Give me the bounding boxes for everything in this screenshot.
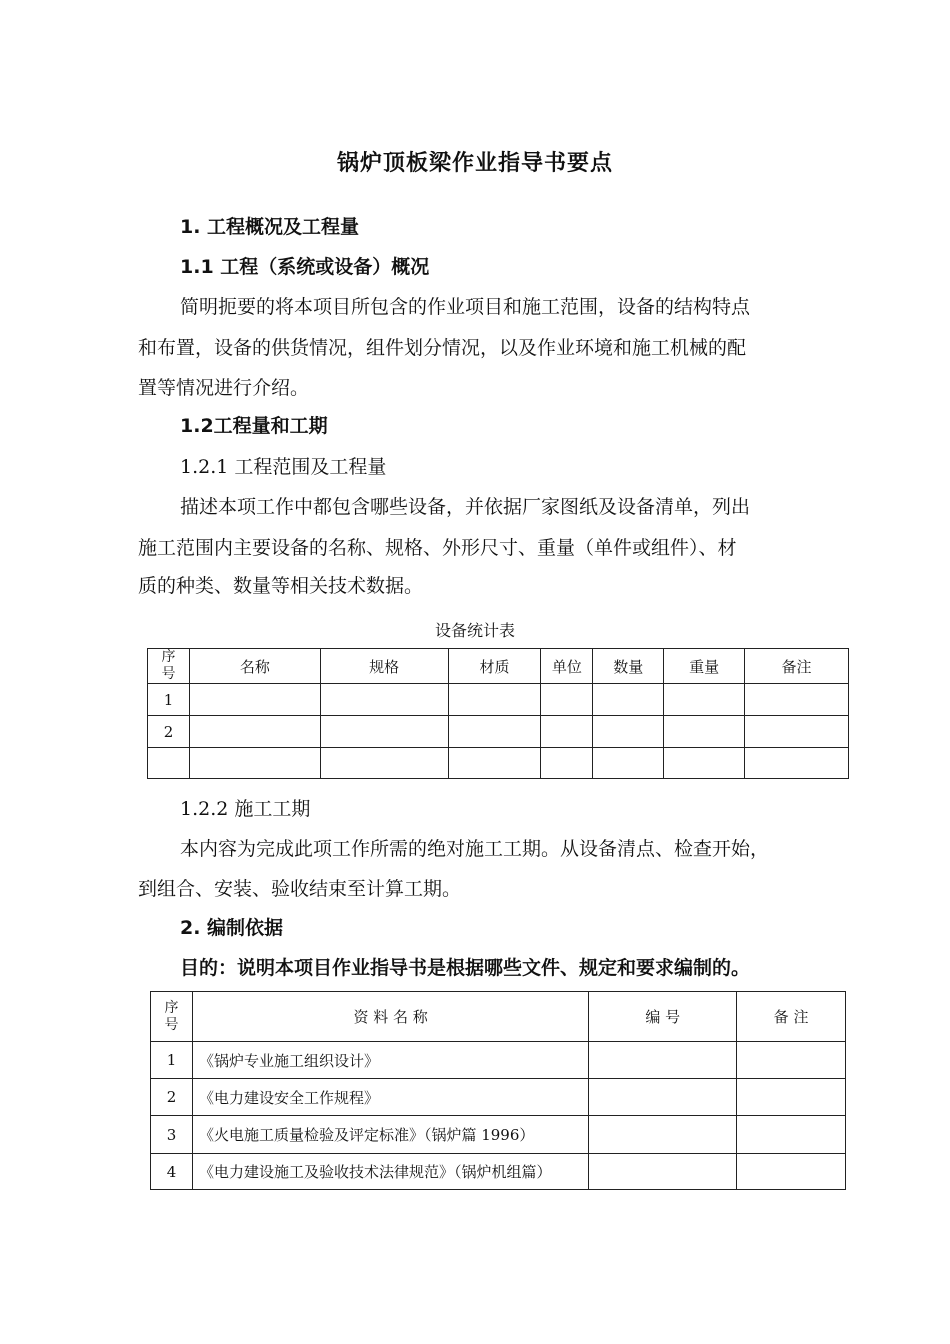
equipment-table: [147, 648, 849, 779]
table-cell: 4: [151, 1154, 193, 1190]
header-spec: 规格: [320, 649, 448, 684]
section-1-1-paragraph-line: 置等情况进行介绍。: [138, 377, 310, 399]
table-cell: [448, 684, 541, 716]
table-row: [148, 748, 849, 779]
table-cell: 《电力建设安全工作规程》: [192, 1079, 588, 1116]
table-cell: [148, 748, 190, 779]
section-1-1-paragraph-line: 简明扼要的将本项目所包含的作业项目和施工范围，设备的结构特点: [180, 296, 751, 318]
table-cell: [541, 748, 593, 779]
table-cell: [664, 748, 745, 779]
equipment-table-header-row: [148, 649, 849, 684]
table-cell: [189, 716, 320, 748]
header-seq: 序 号: [148, 649, 190, 684]
table-cell: [589, 1116, 737, 1154]
table-cell: [737, 1079, 846, 1116]
section-1-heading: 1. 工程概况及工程量: [180, 216, 360, 238]
reference-table: [150, 991, 846, 1190]
header-remarks: 备 注: [737, 992, 846, 1042]
table-cell: [745, 748, 849, 779]
table-cell: [664, 684, 745, 716]
table-row: [151, 1079, 846, 1116]
table-cell: [320, 748, 448, 779]
section-1-1-paragraph-line: 和布置，设备的供货情况，组件划分情况，以及作业环境和施工机械的配: [138, 337, 747, 359]
table-cell: 2: [148, 716, 190, 748]
table-cell: [320, 716, 448, 748]
header-number: 编 号: [589, 992, 737, 1042]
reference-table-header-row: [151, 992, 846, 1042]
table-cell: 1: [151, 1042, 193, 1079]
section-1-2-1-paragraph-line: 质的种类、数量等相关技术数据。: [138, 575, 424, 597]
header-remarks: 备注: [745, 649, 849, 684]
section-1-2-1-paragraph-line: 施工范围内主要设备的名称、规格、外形尺寸、重量（单件或组件）、材: [138, 537, 737, 559]
table-row: [148, 684, 849, 716]
table-cell: [189, 748, 320, 779]
header-quantity: 数量: [593, 649, 664, 684]
header-document-name: 资 料 名 称: [192, 992, 588, 1042]
section-1-2-2-paragraph-line: 本内容为完成此项工作所需的绝对施工工期。从设备清点、检查开始，: [180, 838, 770, 860]
table-row: [151, 1154, 846, 1190]
table-cell: [589, 1154, 737, 1190]
table-cell: [737, 1116, 846, 1154]
section-2-heading: 2. 编制依据: [180, 917, 284, 939]
table-cell: 《锅炉专业施工组织设计》: [192, 1042, 588, 1079]
section-2-purpose: 目的：说明本项目作业指导书是根据哪些文件、规定和要求编制的。: [180, 957, 751, 979]
table-cell: 1: [148, 684, 190, 716]
table-cell: [589, 1042, 737, 1079]
table-cell: [589, 1079, 737, 1116]
document-title: 锅炉顶板梁作业指导书要点: [336, 151, 613, 176]
table-cell: [320, 684, 448, 716]
table-cell: [593, 716, 664, 748]
section-1-2-2-heading: 1.2.2 施工工期: [180, 798, 311, 820]
table-cell: [664, 716, 745, 748]
section-1-2-2-paragraph-line: 到组合、安装、验收结束至计算工期。: [138, 878, 462, 900]
header-weight: 重量: [664, 649, 745, 684]
table-row: [151, 1116, 846, 1154]
table-cell: [448, 716, 541, 748]
table-cell: 《电力建设施工及验收技术法律规范》（锅炉机组篇）: [192, 1154, 588, 1190]
table-cell: [448, 748, 541, 779]
header-name: 名称: [189, 649, 320, 684]
table-cell: [737, 1042, 846, 1079]
table-row: [148, 716, 849, 748]
table-row: [151, 1042, 846, 1079]
equipment-table-caption: 设备统计表: [434, 621, 515, 640]
table-cell: [541, 684, 593, 716]
table-cell: 2: [151, 1079, 193, 1116]
table-cell: [745, 684, 849, 716]
header-unit: 单位: [541, 649, 593, 684]
table-cell: [737, 1154, 846, 1190]
section-1-2-1-heading: 1.2.1 工程范围及工程量: [180, 456, 387, 478]
table-cell: [541, 716, 593, 748]
section-1-1-heading: 1.1 工程（系统或设备）概况: [180, 256, 430, 278]
section-1-2-heading: 1.2工程量和工期: [180, 415, 328, 437]
table-cell: [189, 684, 320, 716]
header-material: 材质: [448, 649, 541, 684]
table-cell: 《火电施工质量检验及评定标准》（锅炉篇 1996）: [192, 1116, 588, 1154]
table-cell: [745, 716, 849, 748]
table-cell: 3: [151, 1116, 193, 1154]
section-1-2-1-paragraph-line: 描述本项工作中都包含哪些设备，并依据厂家图纸及设备清单，列出: [180, 496, 751, 518]
table-cell: [593, 748, 664, 779]
header-seq: 序 号: [151, 992, 193, 1042]
table-cell: [593, 684, 664, 716]
